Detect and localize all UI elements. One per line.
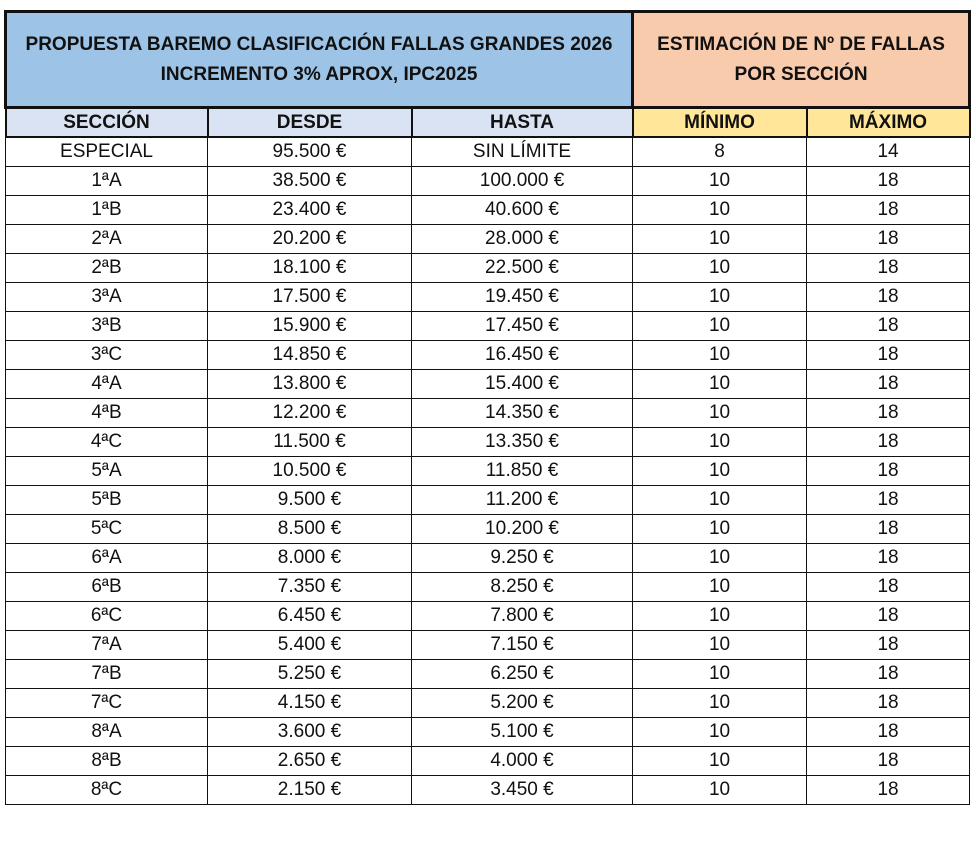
cell-seccion: 4ªA (6, 370, 208, 399)
cell-seccion: 5ªB (6, 486, 208, 515)
table-row (6, 776, 970, 805)
cell-maximo: 18 (807, 457, 970, 486)
cell-hasta: 40.600 € (412, 196, 633, 225)
table-row (6, 718, 970, 747)
table-row (6, 167, 970, 196)
estimate-title-cell (633, 12, 970, 108)
proposal-title-line2: INCREMENTO 3% APROX, IPC2025 (160, 63, 478, 85)
cell-hasta: 11.200 € (412, 486, 633, 515)
cell-minimo: 10 (633, 747, 807, 776)
cell-desde: 5.250 € (208, 660, 412, 689)
cell-minimo: 10 (633, 283, 807, 312)
cell-minimo: 10 (633, 602, 807, 631)
cell-minimo: 10 (633, 544, 807, 573)
cell-minimo: 10 (633, 399, 807, 428)
table-row (6, 137, 970, 167)
cell-minimo: 10 (633, 370, 807, 399)
cell-maximo: 18 (807, 689, 970, 718)
cell-desde: 20.200 € (208, 225, 412, 254)
cell-desde: 8.500 € (208, 515, 412, 544)
cell-maximo: 18 (807, 225, 970, 254)
cell-maximo: 18 (807, 631, 970, 660)
table-row (6, 747, 970, 776)
cell-minimo: 10 (633, 167, 807, 196)
cell-minimo: 10 (633, 486, 807, 515)
cell-maximo: 18 (807, 660, 970, 689)
cell-minimo: 8 (633, 137, 807, 167)
title-row (6, 12, 970, 108)
cell-hasta: 5.200 € (412, 689, 633, 718)
cell-hasta: 28.000 € (412, 225, 633, 254)
cell-minimo: 10 (633, 515, 807, 544)
cell-maximo: 18 (807, 544, 970, 573)
cell-seccion: 8ªC (6, 776, 208, 805)
cell-seccion: 5ªA (6, 457, 208, 486)
cell-hasta: SIN LÍMITE (412, 137, 633, 167)
column-header-desde: DESDE (208, 108, 412, 138)
cell-desde: 5.400 € (208, 631, 412, 660)
cell-hasta: 13.350 € (412, 428, 633, 457)
table-row (6, 341, 970, 370)
cell-hasta: 8.250 € (412, 573, 633, 602)
table-row (6, 486, 970, 515)
cell-desde: 13.800 € (208, 370, 412, 399)
cell-seccion: 6ªC (6, 602, 208, 631)
table-row (6, 428, 970, 457)
cell-desde: 23.400 € (208, 196, 412, 225)
cell-hasta: 9.250 € (412, 544, 633, 573)
column-header-row (6, 108, 970, 138)
cell-desde: 8.000 € (208, 544, 412, 573)
cell-hasta: 10.200 € (412, 515, 633, 544)
table-row (6, 370, 970, 399)
cell-desde: 9.500 € (208, 486, 412, 515)
cell-seccion: ESPECIAL (6, 137, 208, 167)
cell-seccion: 4ªB (6, 399, 208, 428)
cell-minimo: 10 (633, 573, 807, 602)
cell-seccion: 7ªA (6, 631, 208, 660)
table-row (6, 631, 970, 660)
cell-desde: 17.500 € (208, 283, 412, 312)
cell-minimo: 10 (633, 457, 807, 486)
cell-seccion: 3ªC (6, 341, 208, 370)
table-row (6, 660, 970, 689)
table-row (6, 196, 970, 225)
cell-maximo: 14 (807, 137, 970, 167)
cell-minimo: 10 (633, 341, 807, 370)
cell-maximo: 18 (807, 283, 970, 312)
cell-maximo: 18 (807, 428, 970, 457)
cell-desde: 95.500 € (208, 137, 412, 167)
cell-hasta: 15.400 € (412, 370, 633, 399)
cell-minimo: 10 (633, 631, 807, 660)
cell-maximo: 18 (807, 573, 970, 602)
cell-desde: 2.650 € (208, 747, 412, 776)
column-header-hasta: HASTA (412, 108, 633, 138)
cell-minimo: 10 (633, 196, 807, 225)
cell-hasta: 22.500 € (412, 254, 633, 283)
column-header-minimo: MÍNIMO (633, 108, 807, 138)
cell-desde: 4.150 € (208, 689, 412, 718)
table-body (6, 137, 970, 805)
cell-maximo: 18 (807, 776, 970, 805)
table-row (6, 225, 970, 254)
cell-hasta: 14.350 € (412, 399, 633, 428)
cell-hasta: 3.450 € (412, 776, 633, 805)
cell-maximo: 18 (807, 515, 970, 544)
table-row (6, 254, 970, 283)
baremo-table (4, 10, 971, 805)
cell-desde: 15.900 € (208, 312, 412, 341)
cell-seccion: 1ªA (6, 167, 208, 196)
cell-maximo: 18 (807, 718, 970, 747)
cell-desde: 7.350 € (208, 573, 412, 602)
cell-seccion: 2ªB (6, 254, 208, 283)
cell-hasta: 17.450 € (412, 312, 633, 341)
cell-desde: 2.150 € (208, 776, 412, 805)
cell-seccion: 8ªB (6, 747, 208, 776)
cell-seccion: 6ªA (6, 544, 208, 573)
cell-maximo: 18 (807, 196, 970, 225)
cell-minimo: 10 (633, 776, 807, 805)
cell-minimo: 10 (633, 689, 807, 718)
cell-seccion: 3ªA (6, 283, 208, 312)
cell-minimo: 10 (633, 254, 807, 283)
cell-desde: 6.450 € (208, 602, 412, 631)
cell-hasta: 7.800 € (412, 602, 633, 631)
table-row (6, 602, 970, 631)
column-header-maximo: MÁXIMO (807, 108, 970, 138)
cell-maximo: 18 (807, 602, 970, 631)
cell-maximo: 18 (807, 167, 970, 196)
cell-maximo: 18 (807, 312, 970, 341)
cell-minimo: 10 (633, 225, 807, 254)
proposal-title-line1: PROPUESTA BAREMO CLASIFICACIÓN FALLAS GRANDES 2026 (25, 33, 613, 55)
cell-hasta: 4.000 € (412, 747, 633, 776)
table-row (6, 689, 970, 718)
cell-seccion: 8ªA (6, 718, 208, 747)
cell-maximo: 18 (807, 341, 970, 370)
cell-desde: 3.600 € (208, 718, 412, 747)
cell-seccion: 7ªB (6, 660, 208, 689)
cell-hasta: 19.450 € (412, 283, 633, 312)
estimate-title-line2: POR SECCIÓN (734, 63, 868, 85)
cell-seccion: 5ªC (6, 515, 208, 544)
cell-seccion: 7ªC (6, 689, 208, 718)
cell-maximo: 18 (807, 747, 970, 776)
table-row (6, 573, 970, 602)
cell-desde: 12.200 € (208, 399, 412, 428)
cell-minimo: 10 (633, 660, 807, 689)
baremo-sheet (4, 10, 968, 805)
cell-desde: 18.100 € (208, 254, 412, 283)
cell-seccion: 2ªA (6, 225, 208, 254)
cell-hasta: 100.000 € (412, 167, 633, 196)
cell-hasta: 6.250 € (412, 660, 633, 689)
table-row (6, 544, 970, 573)
cell-seccion: 3ªB (6, 312, 208, 341)
table-row (6, 312, 970, 341)
cell-maximo: 18 (807, 399, 970, 428)
cell-desde: 11.500 € (208, 428, 412, 457)
cell-minimo: 10 (633, 428, 807, 457)
cell-maximo: 18 (807, 486, 970, 515)
cell-desde: 38.500 € (208, 167, 412, 196)
cell-hasta: 7.150 € (412, 631, 633, 660)
cell-desde: 14.850 € (208, 341, 412, 370)
cell-desde: 10.500 € (208, 457, 412, 486)
cell-hasta: 11.850 € (412, 457, 633, 486)
proposal-title-cell (6, 12, 633, 108)
cell-seccion: 1ªB (6, 196, 208, 225)
cell-minimo: 10 (633, 718, 807, 747)
cell-minimo: 10 (633, 312, 807, 341)
cell-maximo: 18 (807, 370, 970, 399)
estimate-title-line1: ESTIMACIÓN DE Nº DE FALLAS (657, 33, 945, 55)
table-row (6, 515, 970, 544)
table-row (6, 399, 970, 428)
cell-seccion: 4ªC (6, 428, 208, 457)
cell-hasta: 16.450 € (412, 341, 633, 370)
cell-hasta: 5.100 € (412, 718, 633, 747)
cell-maximo: 18 (807, 254, 970, 283)
table-row (6, 457, 970, 486)
table-row (6, 283, 970, 312)
cell-seccion: 6ªB (6, 573, 208, 602)
column-header-seccion: SECCIÓN (6, 108, 208, 138)
